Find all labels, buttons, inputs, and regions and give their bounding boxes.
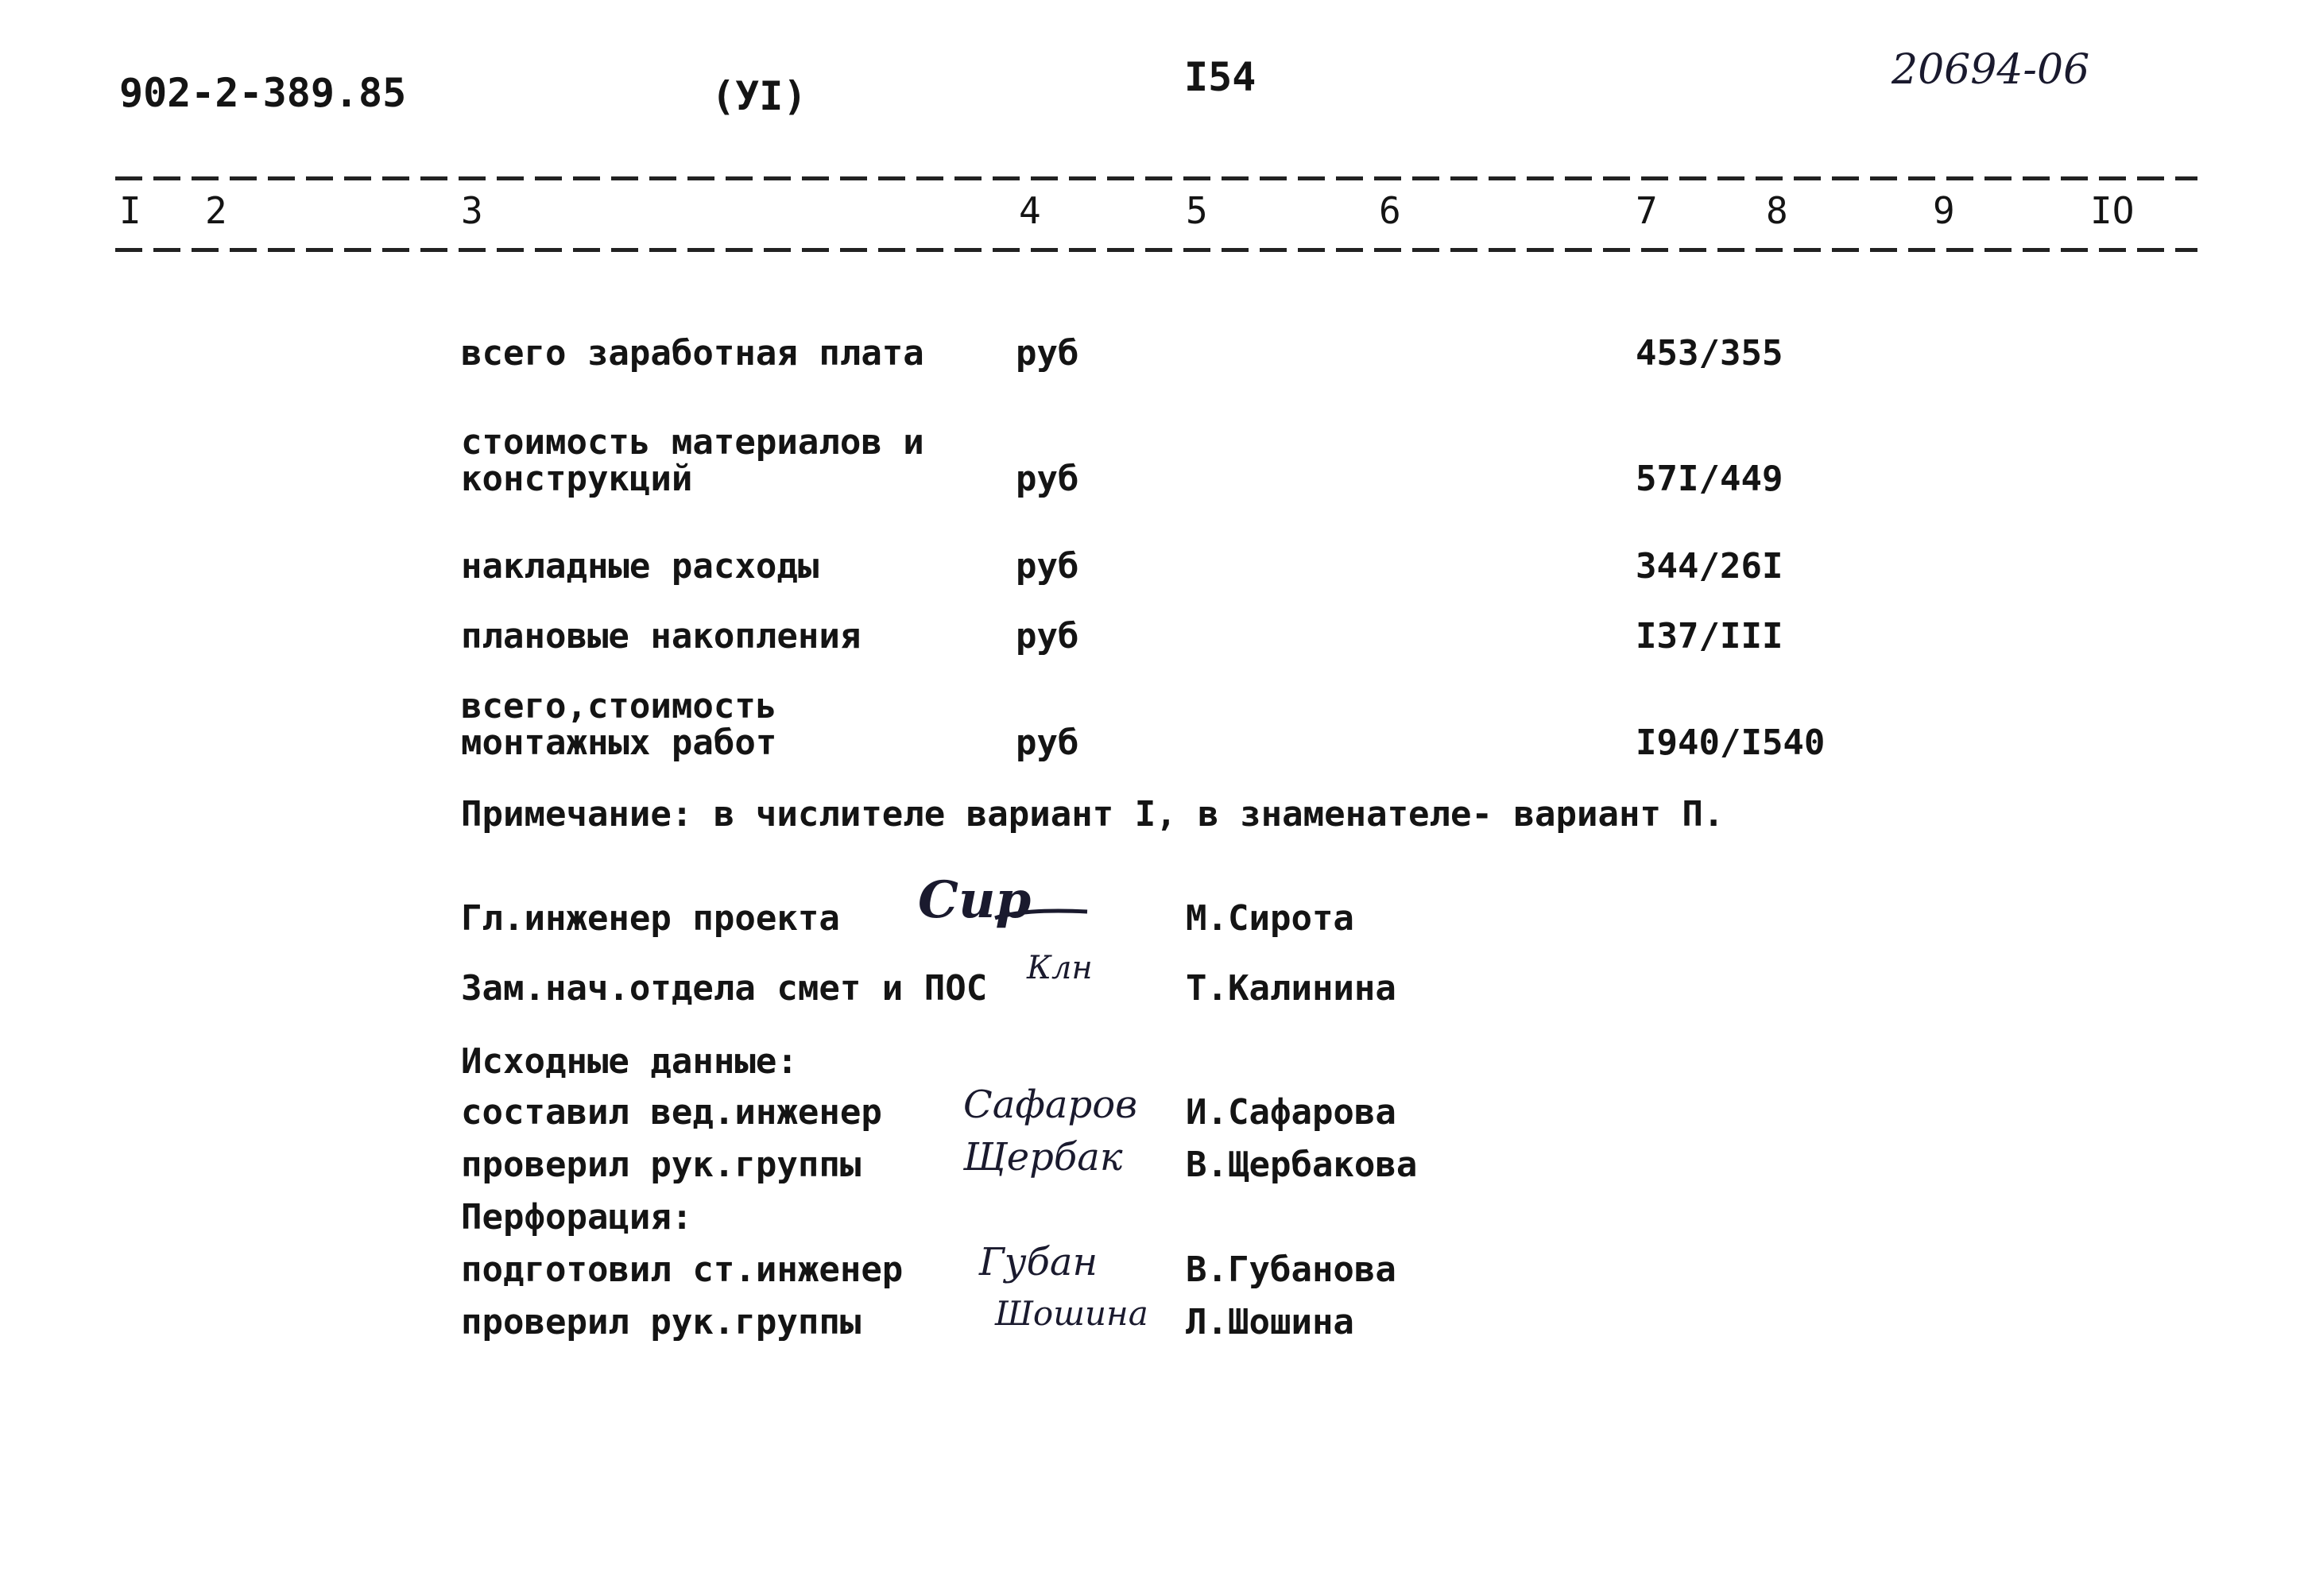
prepared-role: подготовил ст.инженер <box>461 1249 904 1290</box>
checked-signature: Щербак <box>963 1135 1123 1180</box>
row-label-continued: конструкций <box>461 459 693 499</box>
chief-engineer-role: Гл.инженер проекта <box>461 898 840 939</box>
row-label: накладные расходы <box>461 546 819 587</box>
row-value: 57I/449 <box>1636 459 1783 499</box>
signature-stroke-1 <box>993 902 1089 926</box>
row-unit: руб <box>1016 333 1079 374</box>
row-unit: руб <box>1016 722 1079 763</box>
final-check-signature: Шошина <box>995 1294 1148 1333</box>
compiled-signature: Сафаров <box>963 1083 1138 1127</box>
row-value: 344/26I <box>1636 546 1783 587</box>
compiled-name: И.Сафарова <box>1186 1092 1396 1133</box>
column-number-7: 7 <box>1636 189 1658 232</box>
row-unit: руб <box>1016 459 1079 499</box>
perforation-title: Перфорация: <box>461 1197 693 1238</box>
archive-number: 20694-06 <box>1891 46 2090 94</box>
section-label: (УI) <box>711 73 807 119</box>
final-check-role: проверил рук.группы <box>461 1302 862 1342</box>
column-number-9: 9 <box>1933 189 1955 232</box>
row-unit: руб <box>1016 616 1079 657</box>
column-number-6: 6 <box>1379 189 1401 232</box>
chief-engineer-name: М.Сирота <box>1186 898 1354 939</box>
page-number: I54 <box>1184 54 1256 100</box>
deputy-head-signature: Клн <box>1027 950 1093 986</box>
footnote: Примечание: в числителе вариант I, в знаменателе- вариант П. <box>461 794 1725 835</box>
source-data-title: Исходные данные: <box>461 1041 798 1082</box>
row-value: 453/355 <box>1636 333 1783 374</box>
row-value: I37/III <box>1636 616 1783 657</box>
final-check-name: Л.Шошина <box>1186 1302 1354 1342</box>
checked-name: В.Щербакова <box>1186 1145 1418 1185</box>
row-label: плановые накопления <box>461 616 862 657</box>
row-label: всего,стоимость <box>461 686 777 726</box>
compiled-role: составил вед.инженер <box>461 1092 882 1133</box>
checked-role: проверил рук.группы <box>461 1145 862 1185</box>
column-number-5: 5 <box>1186 189 1208 232</box>
column-number-8: 8 <box>1766 189 1788 232</box>
column-number-10: IO <box>2090 189 2135 232</box>
deputy-head-name: Т.Калинина <box>1186 968 1396 1009</box>
column-number-4: 4 <box>1019 189 1041 232</box>
deputy-head-role: Зам.нач.отдела смет и ПОС <box>461 968 988 1009</box>
column-number-2: 2 <box>205 189 227 232</box>
header-rule-top <box>115 176 2197 180</box>
row-value: I940/I540 <box>1636 722 1826 763</box>
row-label: стоимость материалов и <box>461 422 924 463</box>
column-number-3: 3 <box>461 189 483 232</box>
row-label: всего заработная плата <box>461 333 924 374</box>
column-number-1: I <box>119 189 141 232</box>
row-unit: руб <box>1016 546 1079 587</box>
row-label-continued: монтажных работ <box>461 722 777 763</box>
document-code: 902-2-389.85 <box>119 70 407 116</box>
prepared-signature: Губан <box>979 1240 1098 1284</box>
prepared-name: В.Губанова <box>1186 1249 1396 1290</box>
chief-engineer-signature: Сир <box>918 870 1032 930</box>
header-rule-bottom <box>115 248 2197 252</box>
